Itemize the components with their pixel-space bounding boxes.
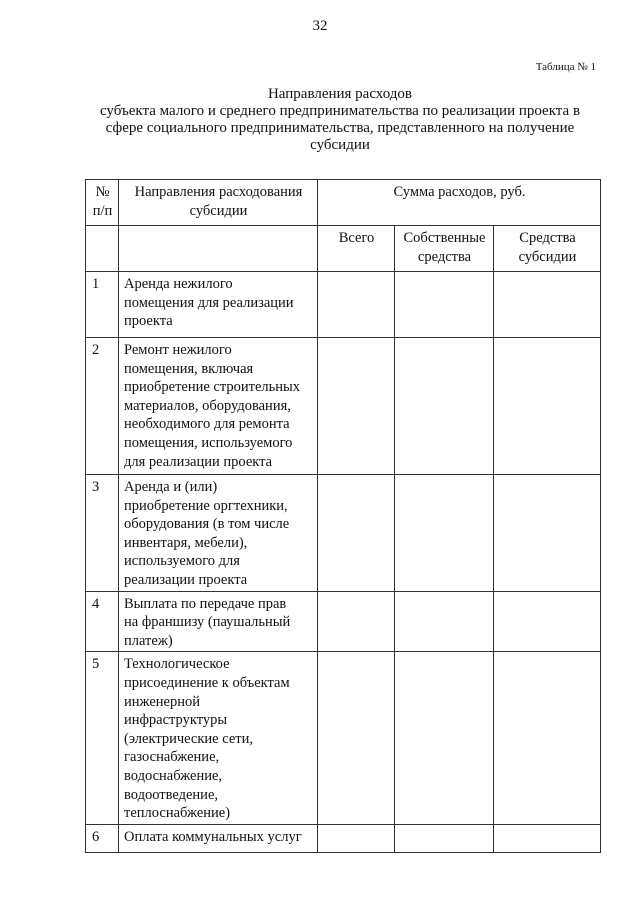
row-subsidy-cell (494, 272, 601, 338)
table-row (86, 475, 601, 592)
row-total-cell (318, 591, 395, 652)
row-own-cell (395, 591, 494, 652)
row-number: 3 (86, 475, 119, 592)
row-number: 5 (86, 652, 119, 824)
page-number: 32 (312, 18, 328, 34)
row-total-cell (318, 824, 395, 852)
title-line: субсидии (310, 137, 370, 153)
row-direction: Выплата по передаче прав на франшизу (паушальный платеж) (119, 591, 318, 652)
header-direction: Направления расходования субсидии (119, 180, 318, 226)
table-label: Таблица № 1 (535, 61, 596, 73)
header-own-funds: Собственные средства (395, 226, 494, 272)
row-number: 4 (86, 591, 119, 652)
header-num: № п/п (86, 180, 119, 226)
header-sum: Сумма расходов, руб. (318, 180, 601, 226)
row-direction: Оплата коммунальных услуг (119, 824, 318, 852)
subheader-row (86, 226, 601, 272)
row-number: 6 (86, 824, 119, 852)
row-total-cell (318, 272, 395, 338)
row-own-cell (395, 475, 494, 592)
title-line: субъекта малого и среднего предпринимательства по реализации проекта в (99, 103, 581, 119)
row-direction: Технологическое присоединение к объектам инженерной инфраструктуры (электрические сети, газоснабжение, водоснабжение, водоотведение, теплоснабжение) (119, 652, 318, 824)
table-row (86, 824, 601, 852)
row-subsidy-cell (494, 652, 601, 824)
row-direction: Аренда нежилого помещения для реализации проекта (119, 272, 318, 338)
row-own-cell (395, 652, 494, 824)
row-subsidy-cell (494, 591, 601, 652)
header-total: Всего (318, 226, 395, 272)
row-total-cell (318, 652, 395, 824)
title-line: Направления расходов (267, 86, 413, 102)
row-own-cell (395, 272, 494, 338)
row-total-cell (318, 338, 395, 475)
table-row (86, 591, 601, 652)
table-row (86, 338, 601, 475)
row-direction: Ремонт нежилого помещения, включая приобретение строительных материалов, оборудования, необходимого для ремонта помещения, используемого для реализации проекта (119, 338, 318, 475)
row-subsidy-cell (494, 338, 601, 475)
row-own-cell (395, 824, 494, 852)
row-number: 2 (86, 338, 119, 475)
table-row (86, 272, 601, 338)
expenses-table (85, 179, 601, 853)
header-subsidy-funds: Средства субсидии (494, 226, 601, 272)
document-title (80, 86, 600, 154)
row-own-cell (395, 338, 494, 475)
subheader-empty-cell (86, 226, 119, 272)
header-row (86, 180, 601, 226)
row-subsidy-cell (494, 824, 601, 852)
row-direction: Аренда и (или) приобретение оргтехники, оборудования (в том числе инвентаря, мебели), используемого для реализации проекта (119, 475, 318, 592)
row-total-cell (318, 475, 395, 592)
title-line: сфере социального предпринимательства, представленного на получение (105, 120, 575, 136)
row-subsidy-cell (494, 475, 601, 592)
subheader-empty-cell (119, 226, 318, 272)
table-row (86, 652, 601, 824)
row-number: 1 (86, 272, 119, 338)
